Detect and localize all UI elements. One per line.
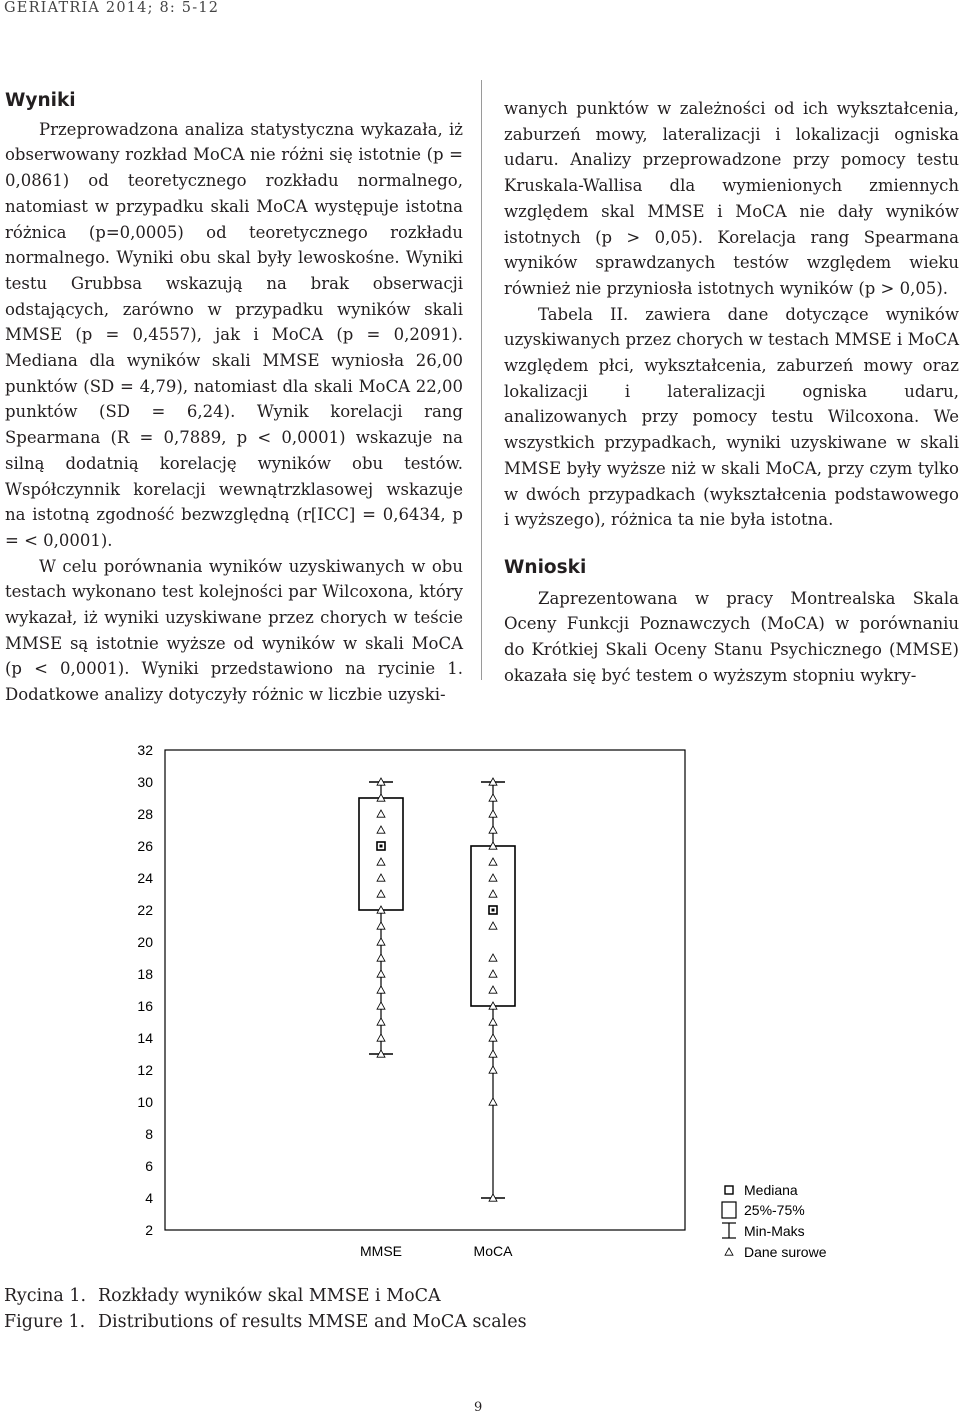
plot-frame bbox=[165, 750, 685, 1230]
y-tick-label: 24 bbox=[137, 870, 153, 886]
raw-data-point bbox=[489, 1066, 497, 1073]
raw-data-point bbox=[377, 1002, 385, 1009]
results-paragraph-3: Tabela II. zawiera dane dotyczące wyników uzyskiwanych przez chorych w testach MMSE i MoCA względem płci, wykształcenia, zaburzeń mowy oraz lokalizacji i lateralizacji ogniska udaru, analizowanych przy pomocy testu Wilcoxona. We wszystkich przypadkach, wyniki uzyskiwane w skali MMSE były wyższe niż w skali MoCA, przy czym tylko w dwóch przypadkach (wykształcenia podstawowego i wyższego), różnica ta nie była istotna. bbox=[504, 304, 959, 530]
x-category-label: MMSE bbox=[360, 1243, 402, 1259]
raw-data-point bbox=[489, 1034, 497, 1041]
y-tick-label: 14 bbox=[137, 1030, 153, 1046]
legend-box-symbol bbox=[722, 1202, 736, 1218]
figure-caption-pl bbox=[4, 1286, 441, 1306]
median-marker-dot bbox=[492, 909, 495, 912]
running-head: GERIATRIA 2014; 8: 5-12 bbox=[4, 0, 220, 16]
y-tick-label: 20 bbox=[137, 934, 153, 950]
raw-data-point bbox=[377, 938, 385, 945]
y-tick-label: 28 bbox=[137, 806, 153, 822]
y-tick-label: 22 bbox=[137, 902, 153, 918]
raw-data-point bbox=[489, 1098, 497, 1105]
page-number: 9 bbox=[474, 1400, 483, 1415]
figure-text-pl: Rozkłady wyników skal MMSE i MoCA bbox=[98, 1286, 441, 1306]
y-tick-label: 26 bbox=[137, 838, 153, 854]
raw-data-point bbox=[489, 826, 497, 833]
section-heading-results: Wyniki bbox=[5, 90, 76, 111]
figure-label-pl: Rycina 1. bbox=[4, 1286, 87, 1306]
y-tick-label: 10 bbox=[137, 1094, 153, 1110]
y-tick-label: 12 bbox=[137, 1062, 153, 1078]
results-paragraph-2: W celu porównania wyników uzyskiwanych w obu testach wykonano test kolejności par Wilcoxona, który wykazał, iż wyniki uzyskiwane przez chorych w teście MMSE są istotnie wyższe od wyników w skali MoCA (p < 0,0001). Wyniki przedstawiono na rycinie 1. Dodatkowe analizy dotyczyły różnic w liczbie uzyski- bbox=[5, 556, 463, 705]
y-tick-label: 8 bbox=[145, 1126, 153, 1142]
legend-median-symbol bbox=[725, 1186, 733, 1194]
results-continuation: wanych punktów w zależności od ich wykształcenia, zaburzeń mowy, lateralizacji i lokalizacji ogniska udaru. Analizy przeprowadzone przy pomocy testu Kruskala-Wallisa dla wymienionych zmiennych względem skal MMSE i MoCA nie dały wyników istotnych (p > 0,05). Korelacja rang Spearmana wyników sprawdzanych testów względem wieku również nie przyniosła istotnych wyników (p > 0,05). bbox=[504, 99, 959, 298]
raw-data-point bbox=[489, 810, 497, 817]
right-column bbox=[504, 96, 959, 688]
raw-data-point bbox=[377, 954, 385, 961]
raw-data-point bbox=[489, 794, 497, 801]
section-heading-conclusions: Wnioski bbox=[504, 556, 587, 578]
x-category-label: MoCA bbox=[473, 1243, 513, 1259]
figure-caption-en bbox=[4, 1312, 527, 1332]
y-tick-label: 18 bbox=[137, 966, 153, 982]
y-tick-label: 4 bbox=[145, 1190, 153, 1206]
y-tick-label: 32 bbox=[137, 742, 153, 758]
raw-data-point bbox=[377, 970, 385, 977]
raw-data-point bbox=[377, 922, 385, 929]
y-tick-label: 30 bbox=[137, 774, 153, 790]
legend-label: Dane surowe bbox=[744, 1244, 827, 1260]
raw-data-point bbox=[377, 1018, 385, 1025]
left-column bbox=[5, 88, 463, 708]
legend-raw-symbol bbox=[725, 1248, 733, 1255]
y-tick-label: 6 bbox=[145, 1158, 153, 1174]
column-divider bbox=[481, 80, 482, 680]
y-tick-label: 16 bbox=[137, 998, 153, 1014]
figure-text-en: Distributions of results MMSE and MoCA scales bbox=[98, 1312, 527, 1332]
conclusions-paragraph: Zaprezentowana w pracy Montrealska Skala Oceny Funkcji Poznawczych (MoCA) w porównaniu do Krótkiej Skali Oceny Stanu Psychicznego (MMSE) okazała się być testem o wyższym stopniu wykry- bbox=[504, 588, 959, 685]
figure-label-en: Figure 1. bbox=[4, 1312, 86, 1332]
legend-label: Mediana bbox=[744, 1182, 798, 1198]
raw-data-point bbox=[377, 986, 385, 993]
median-marker-dot bbox=[380, 845, 383, 848]
raw-data-point bbox=[489, 1018, 497, 1025]
results-paragraph-1: Przeprowadzona analiza statystyczna wykazała, iż obserwowany rozkład MoCA nie różni się istotnie (p = 0,0861) od teoretycznego rozkładu normalnego, natomiast w przypadku skali MoCA występuje istotna różnica (p=0,0005) od teoretycznego rozkładu normalnego. Wyniki obu skal były lewoskośne. Wyniki testu Grubbsa wskazują na brak obserwacji odstających, zarówno w przypadku wyników skali MMSE (p = 0,4557), jak i MoCA (p = 0,2091). Mediana dla wyników skali MMSE wyniosła 26,00 punktów (SD = 4,79), natomiast dla skali MoCA 22,00 punktów (SD = 6,24). Wynik korelacji rang Spearmana (R = 0,7889, p < 0,0001) wskazuje na silną dodatnią korelację wyników obu testów. Współczynnik korelacji wewnątrzklasowej wskazuje na istotną zgodność bezwzględną (r[ICC] = 0,6434, p = < 0,0001). bbox=[5, 119, 463, 550]
raw-data-point bbox=[489, 1050, 497, 1057]
boxplot-chart bbox=[95, 730, 855, 1270]
legend-label: 25%-75% bbox=[744, 1202, 805, 1218]
y-tick-label: 2 bbox=[145, 1222, 153, 1238]
raw-data-point bbox=[377, 1034, 385, 1041]
legend-label: Min-Maks bbox=[744, 1223, 805, 1239]
